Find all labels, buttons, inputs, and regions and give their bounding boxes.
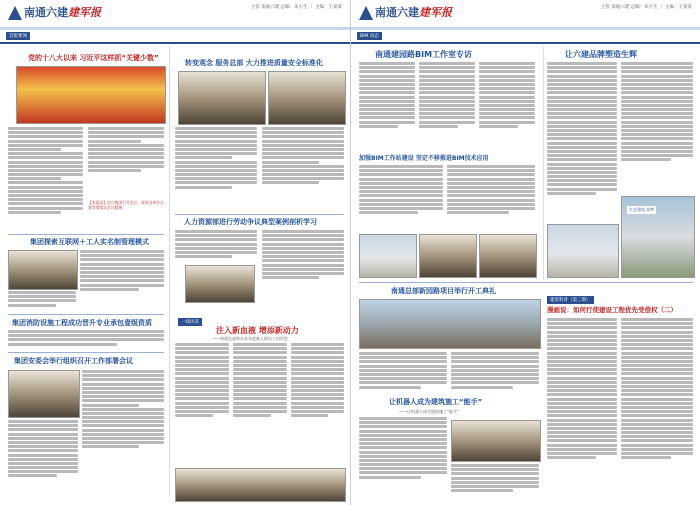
bim-headline: 南通建园路BIM工作室专访 bbox=[375, 50, 473, 59]
sign-text: 生态建筑 筑梦 bbox=[629, 207, 655, 212]
company-logo-icon bbox=[359, 6, 373, 20]
feature-article-2 bbox=[233, 343, 287, 463]
robot-article-1 bbox=[359, 417, 447, 499]
col2-photo-1 bbox=[178, 71, 266, 125]
project-headline: 南通总部新园路项目举行开工典礼 bbox=[391, 287, 496, 295]
project-article-1 bbox=[359, 352, 447, 402]
hr-article-2 bbox=[262, 230, 344, 310]
col2-headline: 转变观念 服务总部 大力推进质量安全标准化 bbox=[185, 59, 323, 67]
bim-photo-3 bbox=[479, 234, 537, 278]
section-tag: BIM 动态 bbox=[357, 32, 382, 40]
group3-article-2 bbox=[8, 420, 78, 492]
series-article-1 bbox=[547, 318, 617, 498]
series-headline: 漫画说：如何行使建设工程优先受偿权（二） bbox=[547, 306, 677, 314]
lead-blurb: 【本报讯】近日集团召开会议，要求各单位认真贯彻落实会议精神。 bbox=[88, 200, 164, 210]
feature-headline: 注入新血液 增添新动力 bbox=[216, 326, 299, 335]
divider bbox=[359, 282, 693, 283]
divider bbox=[8, 352, 164, 353]
divider bbox=[8, 234, 164, 235]
hr-photo bbox=[185, 265, 255, 303]
hr-headline: 人力资源部进行劳动争议典型案例剖析学习 bbox=[184, 218, 317, 226]
right-newspaper-page bbox=[350, 0, 700, 505]
group3-photo bbox=[8, 370, 80, 418]
group2-article bbox=[8, 330, 164, 350]
feature-article-1 bbox=[175, 343, 229, 463]
masthead bbox=[0, 0, 350, 44]
group1-article-2 bbox=[8, 291, 76, 311]
group3-headline: 集团安委会举行组织召开工作部署会议 bbox=[14, 357, 133, 365]
group1-photo bbox=[8, 250, 78, 290]
divider bbox=[8, 314, 164, 315]
lead-article-col1 bbox=[8, 127, 83, 237]
bim2-article-2 bbox=[447, 165, 535, 235]
paper-name: 南通六建建军报 bbox=[375, 6, 452, 19]
col2-article-2 bbox=[262, 127, 344, 217]
bim2-article-1 bbox=[359, 165, 443, 235]
company-logo-icon bbox=[8, 6, 22, 20]
brand-article-2 bbox=[621, 62, 693, 192]
lead-headline: 党的十八大以来 习近平这样抓“关键少数” bbox=[28, 54, 159, 62]
lead-photo bbox=[16, 66, 166, 124]
feature-article-3 bbox=[291, 343, 344, 463]
robot-article-2 bbox=[451, 464, 539, 500]
group1-headline: 集团探索互联网＋工人实名制管理模式 bbox=[30, 238, 149, 246]
hr-article-1 bbox=[175, 230, 257, 270]
group3-article bbox=[82, 370, 164, 490]
issue-info: 主管 南通六建 总编：朱小生 ｜ 主编：王某某 bbox=[250, 5, 342, 10]
group1-article bbox=[80, 250, 164, 310]
divider bbox=[175, 214, 344, 215]
column-divider bbox=[543, 46, 544, 280]
col2-article-1 bbox=[175, 127, 257, 217]
masthead-bar bbox=[0, 27, 350, 30]
project-article-2 bbox=[451, 352, 539, 402]
masthead-bar bbox=[351, 27, 700, 30]
bim-photo-2 bbox=[419, 234, 477, 278]
bim-photo-1 bbox=[359, 234, 417, 278]
project-photo bbox=[359, 299, 541, 349]
group2-headline: 集团消防设施工程成功晋升专业承包壹级资质 bbox=[12, 319, 152, 327]
feature-group-photo bbox=[175, 468, 346, 502]
section-tag: 首版要闻 bbox=[6, 32, 30, 40]
right-headline: 让六建品牌塑造生辉 bbox=[565, 50, 637, 59]
paper-name: 南通六建建军报 bbox=[24, 6, 101, 19]
robot-headline: 让机器人成为建筑施工“能手” bbox=[389, 398, 483, 406]
feature-subheadline: ——南通总部举办本年度新入职员工培训会 bbox=[212, 336, 288, 341]
brand-article-1 bbox=[547, 62, 617, 222]
col2-photo-2 bbox=[268, 71, 346, 125]
series-article-2 bbox=[621, 318, 693, 498]
series-tag: 建筑科普（第三期） bbox=[547, 296, 594, 304]
masthead bbox=[351, 0, 700, 44]
bim2-headline: 加强BIM工作站建设 坚定不移推进BIM技术应用 bbox=[359, 155, 489, 162]
issue-info: 主管 南通六建 总编：朱小生 ｜ 主编：王某某 bbox=[600, 5, 692, 10]
robot-subheadline: ——让机器人成为建筑施工“能手” bbox=[399, 409, 460, 414]
feature-tag: 一线风采 bbox=[178, 318, 202, 326]
robot-photo bbox=[451, 420, 541, 462]
lead-article-col2 bbox=[88, 127, 164, 237]
column-divider bbox=[169, 46, 170, 496]
building-photo-2 bbox=[547, 224, 619, 278]
